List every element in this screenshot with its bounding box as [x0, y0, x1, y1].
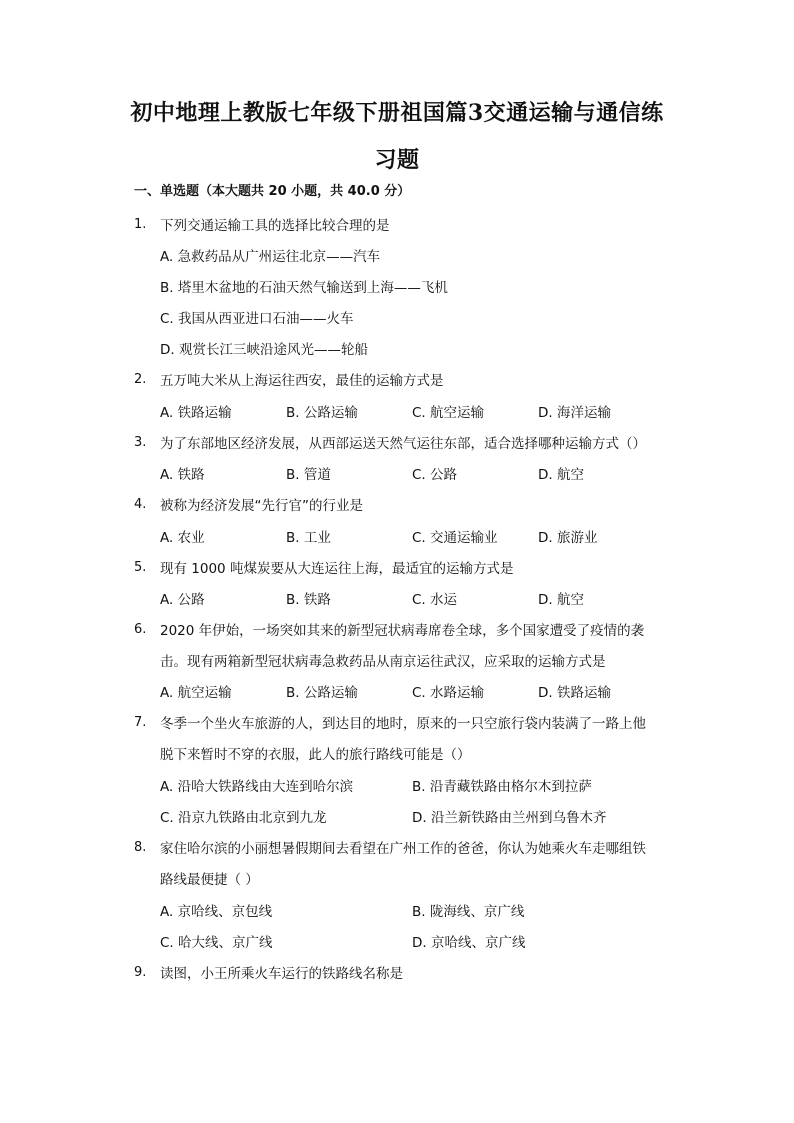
option: B. 管道: [286, 467, 331, 483]
question-number: 1.: [134, 217, 147, 232]
question-stem-continued: 路线最便捷（ ）: [160, 872, 259, 888]
option: B. 公路运输: [286, 405, 358, 421]
option: C. 哈大线、京广线: [160, 935, 273, 951]
question-stem: 为了东部地区经济发展，从西部运送天然气运往东部，适合选择哪种运输方式（）: [160, 436, 646, 452]
option: B. 陇海线、京广线: [412, 904, 525, 920]
question-number: 7.: [134, 715, 147, 730]
question-stem: 五万吨大米从上海运往西安，最佳的运输方式是: [160, 373, 444, 389]
option: D. 航空: [538, 467, 584, 483]
option: C. 交通运输业: [412, 530, 498, 546]
question-stem: 家住哈尔滨的小丽想暑假期间去看望在广州工作的爸爸，你认为她乘火车走哪组铁: [160, 841, 646, 857]
option: B. 工业: [286, 530, 331, 546]
question-stem: 读图，小王所乘火车运行的铁路线名称是: [160, 966, 403, 982]
option: D. 航空: [538, 592, 584, 608]
option: A. 航空运输: [160, 685, 232, 701]
option: D. 沿兰新铁路由兰州到乌鲁木齐: [412, 810, 607, 826]
option: B. 塔里木盆地的石油天然气输送到上海——飞机: [160, 280, 448, 296]
question-stem: 冬季一个坐火车旅游的人，到达目的地时，原来的一只空旅行袋内装满了一路上他: [160, 716, 646, 732]
option: C. 航空运输: [412, 405, 485, 421]
question-number: 2.: [134, 372, 147, 387]
option: B. 公路运输: [286, 685, 358, 701]
option: A. 急救药品从广州运往北京——汽车: [160, 249, 381, 265]
document-title-line2: 习题: [374, 147, 420, 173]
option: C. 水路运输: [412, 685, 485, 701]
option: C. 公路: [412, 467, 458, 483]
option: C. 水运: [412, 592, 458, 608]
option: B. 沿青藏铁路由格尔木到拉萨: [412, 779, 592, 795]
question-stem-continued: 击。现有两箱新型冠状病毒急救药品从南京运往武汉，应采取的运输方式是: [160, 654, 606, 670]
option: A. 京哈线、京包线: [160, 904, 273, 920]
option: C. 沿京九铁路由北京到九龙: [160, 810, 327, 826]
option: C. 我国从西亚进口石油——火车: [160, 311, 354, 327]
document-title-line1: 初中地理上教版七年级下册祖国篇3交通运输与通信练: [130, 100, 664, 126]
question-stem: 下列交通运输工具的选择比较合理的是: [160, 218, 390, 234]
section-heading: 一、单选题（本大题共 20 小题，共 40.0 分）: [134, 184, 411, 199]
option: A. 铁路运输: [160, 405, 232, 421]
option: D. 海洋运输: [538, 405, 611, 421]
question-stem: 现有 1000 吨煤炭要从大连运往上海，最适宜的运输方式是: [160, 561, 514, 577]
option: B. 铁路: [286, 592, 331, 608]
question-number: 8.: [134, 840, 147, 855]
option: A. 沿哈大铁路线由大连到哈尔滨: [160, 779, 354, 795]
option: A. 农业: [160, 530, 205, 546]
option: A. 公路: [160, 592, 205, 608]
question-stem-continued: 脱下来暂时不穿的衣服，此人的旅行路线可能是（）: [160, 747, 471, 763]
option: A. 铁路: [160, 467, 205, 483]
option: D. 京哈线、京广线: [412, 935, 526, 951]
question-stem: 2020 年伊始，一场突如其来的新型冠状病毒席卷全球，多个国家遭受了疫情的袭: [160, 623, 645, 639]
option: D. 观赏长江三峡沿途风光——轮船: [160, 342, 368, 358]
question-number: 5.: [134, 560, 147, 575]
question-number: 9.: [134, 965, 147, 980]
option: D. 旅游业: [538, 530, 598, 546]
option: D. 铁路运输: [538, 685, 611, 701]
question-number: 3.: [134, 435, 147, 450]
question-number: 6.: [134, 622, 147, 637]
question-number: 4.: [134, 497, 147, 512]
question-stem: 被称为经济发展“先行官”的行业是: [160, 498, 363, 514]
